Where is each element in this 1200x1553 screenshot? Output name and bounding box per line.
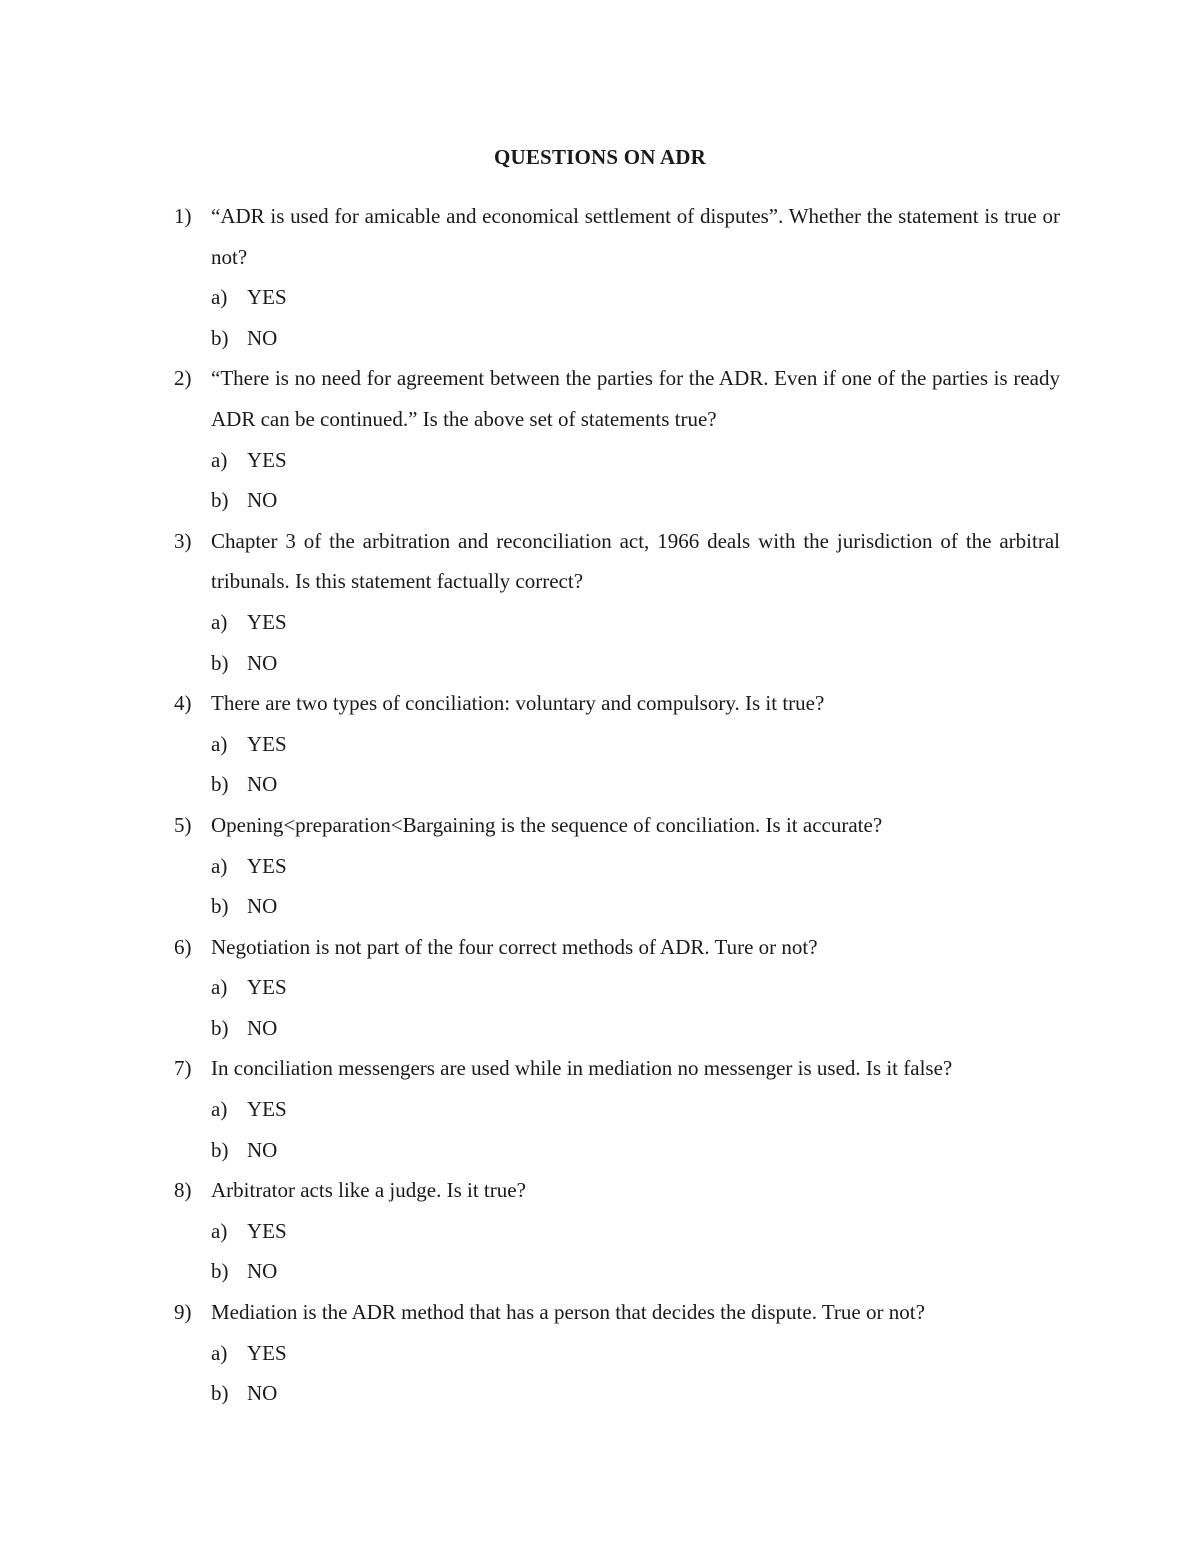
option-list xyxy=(174,1333,1060,1414)
option-label: b) xyxy=(211,894,229,919)
option-label: a) xyxy=(211,1097,228,1122)
question-number: 9) xyxy=(174,1300,192,1325)
option-list xyxy=(174,967,1060,1048)
question-text: “ADR is used for amicable and economical settlement of disputes”. Whether the statement is true or not? xyxy=(211,204,1060,269)
option-no xyxy=(211,1373,1060,1414)
option-label: b) xyxy=(211,1137,229,1162)
option-no xyxy=(211,1130,1060,1171)
option-text: NO xyxy=(247,325,278,350)
question-number: 1) xyxy=(174,204,192,228)
question-9 xyxy=(174,1292,1060,1414)
option-label: a) xyxy=(211,1218,228,1243)
option-yes xyxy=(211,846,1060,887)
option-text: NO xyxy=(247,894,278,919)
option-yes xyxy=(211,440,1060,481)
question-8 xyxy=(174,1170,1060,1292)
option-label: b) xyxy=(211,1381,229,1406)
question-text: Arbitrator acts like a judge. Is it true? xyxy=(211,1178,526,1203)
option-yes xyxy=(211,1333,1060,1374)
option-label: b) xyxy=(211,325,229,350)
option-text: YES xyxy=(247,1340,287,1365)
option-yes xyxy=(211,277,1060,318)
question-number: 5) xyxy=(174,812,192,837)
option-text: NO xyxy=(247,1381,278,1406)
option-text: YES xyxy=(247,285,287,310)
question-number: 8) xyxy=(174,1178,192,1203)
option-label: a) xyxy=(211,285,228,310)
option-yes xyxy=(211,1089,1060,1130)
option-yes xyxy=(211,1211,1060,1252)
option-no xyxy=(211,1251,1060,1292)
option-text: NO xyxy=(247,1137,278,1162)
option-no xyxy=(211,318,1060,359)
option-text: YES xyxy=(247,731,287,756)
question-1 xyxy=(174,196,1060,358)
question-number: 4) xyxy=(174,691,192,716)
question-number: 3) xyxy=(174,528,192,553)
question-text: Mediation is the ADR method that has a person that decides the dispute. True or not? xyxy=(211,1300,925,1325)
option-text: NO xyxy=(247,1259,278,1284)
option-no xyxy=(211,480,1060,521)
question-number: 7) xyxy=(174,1056,192,1081)
question-number: 2) xyxy=(174,366,192,391)
option-text: NO xyxy=(247,772,278,797)
option-label: a) xyxy=(211,1340,228,1365)
option-label: b) xyxy=(211,1259,229,1284)
option-list xyxy=(174,1211,1060,1292)
option-label: b) xyxy=(211,1015,229,1040)
option-text: NO xyxy=(247,488,278,513)
question-7 xyxy=(174,1048,1060,1170)
option-no xyxy=(211,764,1060,805)
option-list xyxy=(174,846,1060,927)
question-text: Chapter 3 of the arbitration and reconciliation act, 1966 deals with the jurisdiction of the arbitral tribunals. Is this statement factually correct? xyxy=(211,528,1060,594)
question-4 xyxy=(174,683,1060,805)
option-no xyxy=(211,1008,1060,1049)
question-3 xyxy=(174,521,1060,683)
question-text: There are two types of conciliation: voluntary and compulsory. Is it true? xyxy=(211,691,825,716)
document-title: QUESTIONS ON ADR xyxy=(493,145,707,169)
option-yes xyxy=(211,967,1060,1008)
option-list xyxy=(174,277,1060,358)
question-list xyxy=(174,196,1060,1414)
option-label: a) xyxy=(211,447,228,472)
option-text: NO xyxy=(247,650,278,675)
option-list xyxy=(174,1089,1060,1170)
option-text: YES xyxy=(247,447,287,472)
option-label: a) xyxy=(211,609,228,634)
option-text: NO xyxy=(247,1015,278,1040)
option-list xyxy=(174,602,1060,683)
question-6 xyxy=(174,927,1060,1049)
question-text: In conciliation messengers are used while in mediation no messenger is used. Is it false? xyxy=(211,1056,953,1081)
option-list xyxy=(174,724,1060,805)
question-5 xyxy=(174,805,1060,927)
option-no xyxy=(211,886,1060,927)
option-text: YES xyxy=(247,853,287,878)
question-text: “There is no need for agreement between the parties for the ADR. Even if one of the parties is ready ADR can be continued.” Is the above set of statements true? xyxy=(211,366,1060,431)
option-text: YES xyxy=(247,1097,287,1122)
option-label: a) xyxy=(211,731,228,756)
option-text: YES xyxy=(247,1218,287,1243)
option-no xyxy=(211,643,1060,684)
option-label: a) xyxy=(211,853,228,878)
question-text: Opening<preparation<Bargaining is the sequence of conciliation. Is it accurate? xyxy=(211,812,883,837)
option-yes xyxy=(211,724,1060,765)
option-text: YES xyxy=(247,609,287,634)
option-label: b) xyxy=(211,650,229,675)
question-text: Negotiation is not part of the four correct methods of ADR. Ture or not? xyxy=(211,934,818,959)
option-label: b) xyxy=(211,772,229,797)
option-label: b) xyxy=(211,488,229,513)
question-number: 6) xyxy=(174,934,192,959)
option-yes xyxy=(211,602,1060,643)
option-list xyxy=(174,440,1060,521)
option-label: a) xyxy=(211,975,228,1000)
option-text: YES xyxy=(247,975,287,1000)
question-2 xyxy=(174,358,1060,520)
